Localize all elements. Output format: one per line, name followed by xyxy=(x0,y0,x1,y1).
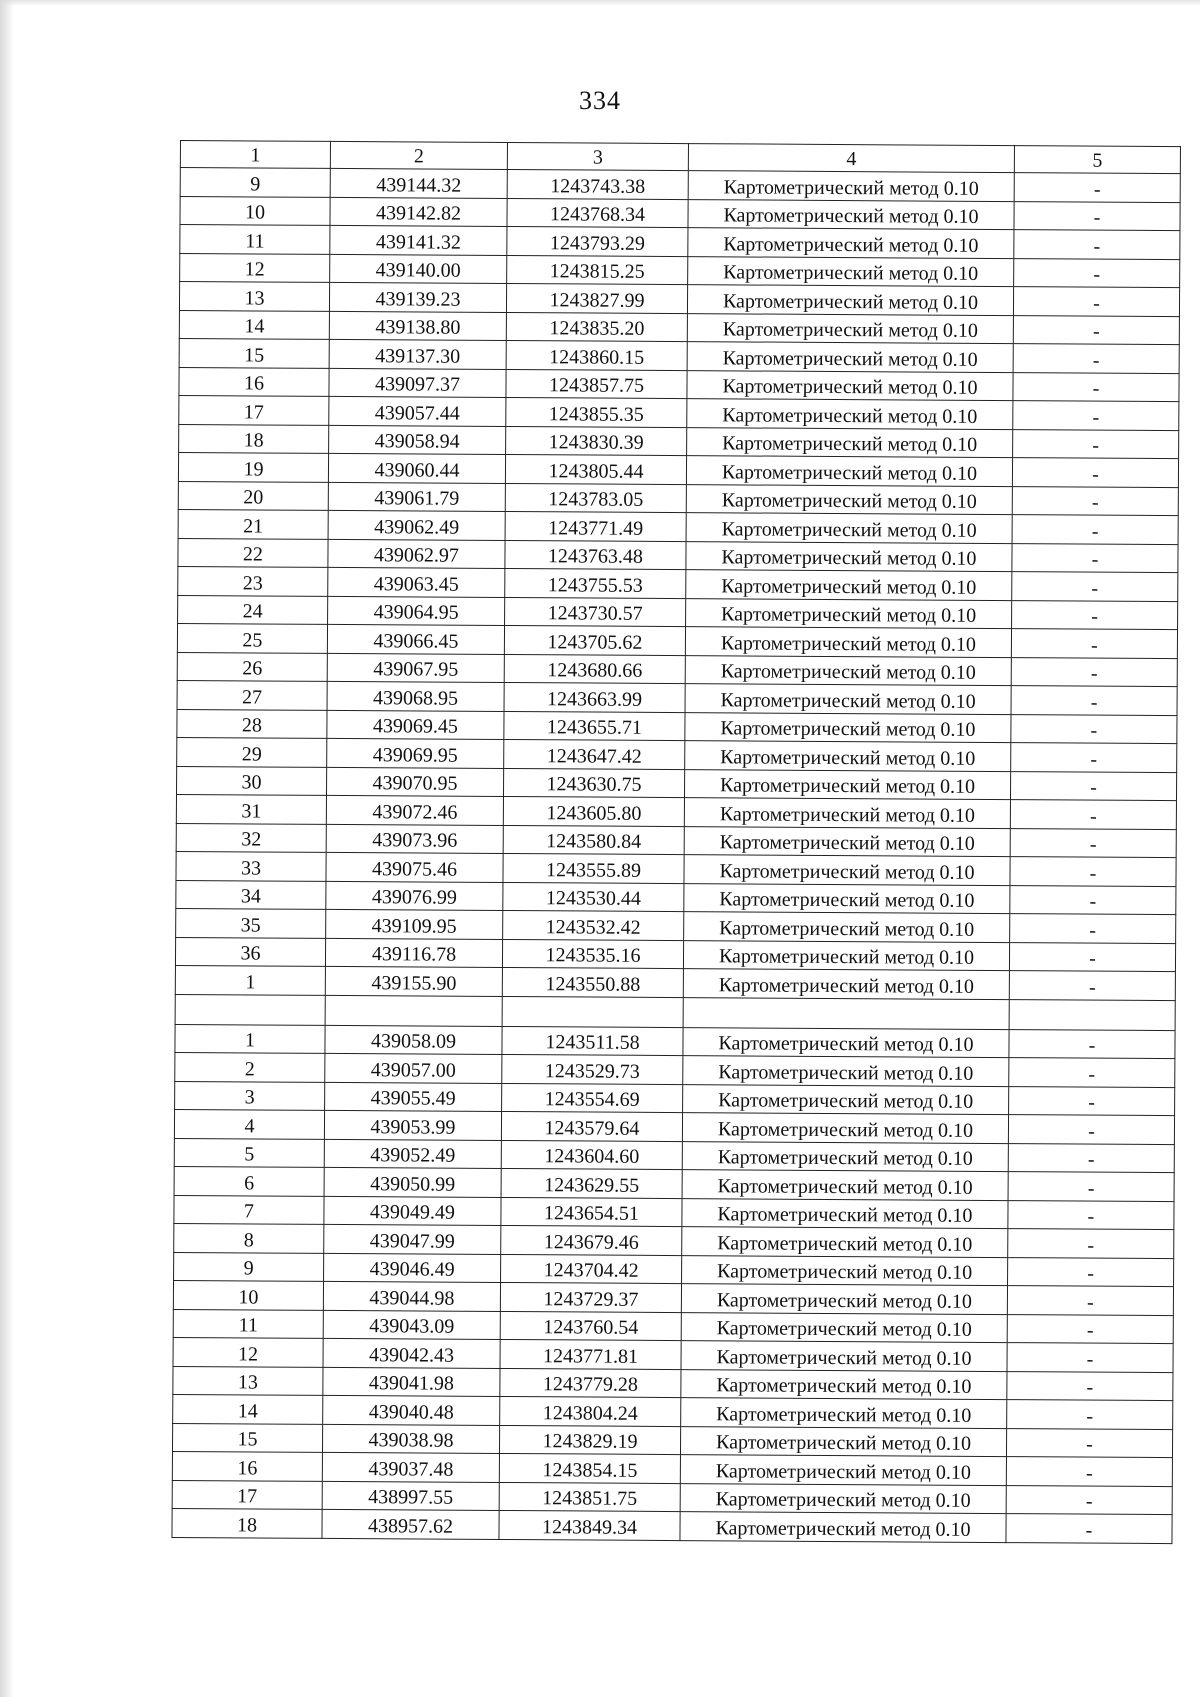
cell-note: - xyxy=(1011,714,1177,744)
cell-point-number: 13 xyxy=(173,1366,323,1395)
cell-point-number: 23 xyxy=(178,566,328,595)
cell-method: Картометрический метод 0.10 xyxy=(684,769,1010,799)
cell-note: - xyxy=(1007,1343,1173,1373)
cell-coord-y: 1243804.24 xyxy=(500,1396,681,1426)
cell-point-number: 7 xyxy=(174,1195,324,1224)
cell-method: Картометрический метод 0.10 xyxy=(688,256,1014,286)
cell-coord-y: 1243855.35 xyxy=(506,397,687,427)
cell-method: Картометрический метод 0.10 xyxy=(688,171,1014,201)
cell-method: Картометрический метод 0.10 xyxy=(685,741,1011,771)
cell-coord-x: 438997.55 xyxy=(322,1481,499,1511)
cell-coord-x: 439062.49 xyxy=(328,510,505,540)
cell-coord-y: 1243705.62 xyxy=(504,625,685,655)
cell-point-number: 10 xyxy=(173,1280,323,1309)
cell-coord-x: 439047.99 xyxy=(324,1224,501,1254)
cell-coord-y: 1243579.64 xyxy=(501,1111,682,1141)
cell-point-number: 12 xyxy=(180,253,330,282)
cell-point-number: 29 xyxy=(177,737,327,766)
cell-point-number: 17 xyxy=(179,395,329,424)
cell-point-number: 26 xyxy=(177,652,327,681)
cell-method: Картометрический метод 0.10 xyxy=(682,1113,1008,1143)
cell-point-number: 6 xyxy=(174,1166,324,1195)
cell-coord-y: 1243760.54 xyxy=(500,1311,681,1341)
cell-note: - xyxy=(1006,1485,1172,1515)
cell-coord-x: 439044.98 xyxy=(323,1281,500,1311)
header-col-2: 2 xyxy=(330,141,507,169)
cell-note: - xyxy=(1013,344,1179,374)
cell-method: Картометрический метод 0.10 xyxy=(685,712,1011,742)
cell-coord-y: 1243680.66 xyxy=(504,654,685,684)
cell-point-number: 28 xyxy=(177,709,327,738)
cell-coord-y: 1243771.49 xyxy=(505,511,686,541)
cell-note: - xyxy=(1010,800,1176,830)
cell-coord-x: 439042.43 xyxy=(323,1338,500,1368)
cell-coord-x: 438957.62 xyxy=(322,1509,499,1539)
cell-method: Картометрический метод 0.10 xyxy=(682,1227,1008,1257)
cell-point-number: 17 xyxy=(172,1480,322,1509)
cell-coord-y: 1243857.75 xyxy=(506,369,687,399)
cell-note: - xyxy=(1014,230,1180,260)
cell-method: Картометрический метод 0.10 xyxy=(684,883,1010,913)
cell-method: Картометрический метод 0.10 xyxy=(680,1426,1006,1456)
cell-coord-x: 439037.48 xyxy=(322,1452,499,1482)
cell-method: Картометрический метод 0.10 xyxy=(681,1341,1007,1371)
cell-coord-x: 439060.44 xyxy=(328,453,505,483)
cell-note: - xyxy=(1011,657,1177,687)
cell-coord-y: 1243830.39 xyxy=(506,426,687,456)
cell-method: Картометрический метод 0.10 xyxy=(683,940,1009,970)
scan-top-shadow xyxy=(0,0,1200,6)
page-number: 334 xyxy=(579,86,621,115)
header-col-1: 1 xyxy=(180,141,330,169)
empty-cell xyxy=(502,996,683,1027)
cell-note: - xyxy=(1008,1143,1174,1173)
cell-note: - xyxy=(1013,429,1179,459)
cell-method: Картометрический метод 0.10 xyxy=(686,484,1012,514)
cell-note: - xyxy=(1006,1428,1172,1458)
cell-method: Картометрический метод 0.10 xyxy=(686,513,1012,543)
cell-coord-y: 1243630.75 xyxy=(503,768,684,798)
cell-point-number: 16 xyxy=(179,367,329,396)
cell-point-number: 8 xyxy=(174,1223,324,1252)
cell-note: - xyxy=(1009,1058,1175,1088)
cell-point-number: 32 xyxy=(176,823,326,852)
cell-coord-x: 439072.46 xyxy=(326,795,503,825)
cell-coord-x: 439068.95 xyxy=(327,681,504,711)
cell-coord-y: 1243554.69 xyxy=(502,1083,683,1113)
cell-method: Картометрический метод 0.10 xyxy=(685,655,1011,685)
cell-method: Картометрический метод 0.10 xyxy=(687,427,1013,457)
cell-note: - xyxy=(1012,458,1178,488)
cell-coord-x: 439058.94 xyxy=(329,425,506,455)
cell-method: Картометрический метод 0.10 xyxy=(686,598,1012,628)
cell-coord-x: 439138.80 xyxy=(329,311,506,341)
cell-note: - xyxy=(1013,401,1179,431)
cell-coord-x: 439041.98 xyxy=(323,1367,500,1397)
cell-coord-x: 439141.32 xyxy=(330,225,507,255)
cell-method: Картометрический метод 0.10 xyxy=(682,1141,1008,1171)
cell-method: Картометрический метод 0.10 xyxy=(684,798,1010,828)
cell-point-number: 14 xyxy=(179,310,329,339)
cell-point-number: 24 xyxy=(178,595,328,624)
cell-method: Картометрический метод 0.10 xyxy=(684,826,1010,856)
cell-coord-x: 439053.99 xyxy=(324,1110,501,1140)
cell-point-number: 31 xyxy=(176,794,326,823)
cell-point-number: 10 xyxy=(180,196,330,225)
cell-coord-x: 439142.82 xyxy=(330,197,507,227)
cell-note: - xyxy=(1014,258,1180,288)
cell-note: - xyxy=(1010,914,1176,944)
scan-left-edge xyxy=(0,0,14,1697)
cell-coord-x: 439137.30 xyxy=(329,339,506,369)
cell-method: Картометрический метод 0.10 xyxy=(680,1512,1006,1542)
cell-method: Картометрический метод 0.10 xyxy=(687,342,1013,372)
cell-coord-y: 1243647.42 xyxy=(504,739,685,769)
cell-coord-y: 1243851.75 xyxy=(499,1482,680,1512)
cell-coord-x: 439040.48 xyxy=(323,1395,500,1425)
cell-note: - xyxy=(1010,857,1176,887)
cell-coord-x: 439116.78 xyxy=(325,938,502,968)
cell-point-number: 15 xyxy=(172,1423,322,1452)
empty-cell xyxy=(1009,999,1175,1030)
cell-method: Картометрический метод 0.10 xyxy=(686,541,1012,571)
cell-coord-x: 439139.23 xyxy=(329,282,506,312)
cell-method: Картометрический метод 0.10 xyxy=(683,1056,1009,1086)
cell-method: Картометрический метод 0.10 xyxy=(681,1369,1007,1399)
cell-method: Картометрический метод 0.10 xyxy=(685,627,1011,657)
cell-point-number: 16 xyxy=(172,1451,322,1480)
cell-coord-x: 439057.44 xyxy=(329,396,506,426)
cell-method: Картометрический метод 0.10 xyxy=(685,684,1011,714)
cell-coord-y: 1243654.51 xyxy=(501,1197,682,1227)
cell-coord-x: 439058.09 xyxy=(325,1025,502,1055)
cell-method: Картометрический метод 0.10 xyxy=(687,370,1013,400)
cell-point-number: 1 xyxy=(175,965,325,994)
cell-coord-y: 1243529.73 xyxy=(502,1054,683,1084)
cell-note: - xyxy=(1012,600,1178,630)
cell-note: - xyxy=(1012,572,1178,602)
cell-coord-y: 1243805.44 xyxy=(505,454,686,484)
cell-coord-y: 1243793.29 xyxy=(507,226,688,256)
cell-coord-y: 1243835.20 xyxy=(506,312,687,342)
cell-coord-y: 1243550.88 xyxy=(502,967,683,997)
cell-note: - xyxy=(1013,315,1179,345)
cell-coord-y: 1243815.25 xyxy=(507,255,688,285)
cell-point-number: 5 xyxy=(174,1138,324,1167)
cell-point-number: 34 xyxy=(176,880,326,909)
cell-point-number: 15 xyxy=(179,338,329,367)
cell-method: Картометрический метод 0.10 xyxy=(683,1027,1009,1057)
cell-note: - xyxy=(1011,743,1177,773)
cell-note: - xyxy=(1014,173,1180,203)
cell-coord-x: 439109.95 xyxy=(326,909,503,939)
cell-coord-x: 439144.32 xyxy=(330,168,507,198)
coordinates-table xyxy=(171,140,1181,1544)
cell-point-number: 36 xyxy=(175,937,325,966)
cell-coord-y: 1243849.34 xyxy=(499,1510,680,1540)
cell-coord-y: 1243511.58 xyxy=(502,1026,683,1056)
cell-note: - xyxy=(1007,1371,1173,1401)
empty-cell xyxy=(175,994,325,1025)
cell-point-number: 27 xyxy=(177,680,327,709)
empty-cell xyxy=(683,997,1009,1029)
cell-point-number: 9 xyxy=(174,1252,324,1281)
cell-coord-x: 439155.90 xyxy=(325,966,502,996)
cell-note: - xyxy=(1012,486,1178,516)
cell-coord-y: 1243530.44 xyxy=(503,882,684,912)
cell-note: - xyxy=(1012,543,1178,573)
cell-coord-y: 1243555.89 xyxy=(503,853,684,883)
cell-method: Картометрический метод 0.10 xyxy=(680,1455,1006,1485)
table-body xyxy=(172,141,1181,1544)
cell-method: Картометрический метод 0.10 xyxy=(684,912,1010,942)
cell-method: Картометрический метод 0.10 xyxy=(682,1170,1008,1200)
cell-note: - xyxy=(1012,515,1178,545)
cell-method: Картометрический метод 0.10 xyxy=(680,1483,1006,1513)
cell-coord-x: 439038.98 xyxy=(322,1424,499,1454)
cell-coord-y: 1243768.34 xyxy=(507,198,688,228)
header-col-3: 3 xyxy=(507,143,688,171)
table-row xyxy=(172,1508,1172,1543)
cell-coord-x: 439057.00 xyxy=(325,1053,502,1083)
cell-method: Картометрический метод 0.10 xyxy=(687,399,1013,429)
cell-method: Картометрический метод 0.10 xyxy=(687,313,1013,343)
cell-method: Картометрический метод 0.10 xyxy=(682,1255,1008,1285)
cell-point-number: 33 xyxy=(176,851,326,880)
cell-coord-y: 1243580.84 xyxy=(503,825,684,855)
cell-method: Картометрический метод 0.10 xyxy=(681,1398,1007,1428)
cell-point-number: 2 xyxy=(175,1052,325,1081)
cell-point-number: 14 xyxy=(173,1394,323,1423)
cell-note: - xyxy=(1014,201,1180,231)
cell-coord-y: 1243604.60 xyxy=(501,1140,682,1170)
cell-note: - xyxy=(1007,1314,1173,1344)
cell-point-number: 4 xyxy=(174,1109,324,1138)
cell-coord-x: 439046.49 xyxy=(324,1253,501,1283)
cell-note: - xyxy=(1008,1115,1174,1145)
cell-coord-y: 1243829.19 xyxy=(499,1425,680,1455)
cell-coord-x: 439061.79 xyxy=(328,482,505,512)
cell-note: - xyxy=(1011,629,1177,659)
cell-coord-y: 1243763.48 xyxy=(505,540,686,570)
cell-note: - xyxy=(1009,1086,1175,1116)
cell-note: - xyxy=(1006,1514,1172,1544)
cell-coord-x: 439070.95 xyxy=(326,767,503,797)
cell-coord-x: 439076.99 xyxy=(326,881,503,911)
cell-coord-x: 439140.00 xyxy=(330,254,507,284)
cell-point-number: 22 xyxy=(178,538,328,567)
cell-point-number: 9 xyxy=(180,168,330,197)
cell-point-number: 19 xyxy=(178,452,328,481)
cell-note: - xyxy=(1010,771,1176,801)
cell-coord-y: 1243729.37 xyxy=(500,1282,681,1312)
cell-coord-y: 1243743.38 xyxy=(507,170,688,200)
header-col-4: 4 xyxy=(688,144,1014,173)
cell-coord-x: 439069.45 xyxy=(327,710,504,740)
cell-coord-x: 439052.49 xyxy=(324,1139,501,1169)
cell-point-number: 18 xyxy=(172,1508,322,1537)
cell-method: Картометрический метод 0.10 xyxy=(683,1084,1009,1114)
cell-coord-y: 1243629.55 xyxy=(501,1168,682,1198)
cell-method: Картометрический метод 0.10 xyxy=(681,1312,1007,1342)
cell-coord-y: 1243679.46 xyxy=(501,1225,682,1255)
cell-point-number: 3 xyxy=(175,1081,325,1110)
cell-note: - xyxy=(1013,372,1179,402)
cell-note: - xyxy=(1007,1400,1173,1430)
cell-point-number: 18 xyxy=(179,424,329,453)
cell-point-number: 13 xyxy=(179,282,329,311)
empty-cell xyxy=(325,995,502,1026)
cell-note: - xyxy=(1009,1029,1175,1059)
cell-method: Картометрический метод 0.10 xyxy=(688,228,1014,258)
cell-note: - xyxy=(1011,686,1177,716)
cell-point-number: 20 xyxy=(178,481,328,510)
cell-coord-x: 439075.46 xyxy=(326,852,503,882)
cell-note: - xyxy=(1009,942,1175,972)
cell-coord-y: 1243779.28 xyxy=(500,1368,681,1398)
cell-coord-x: 439097.37 xyxy=(329,368,506,398)
cell-coord-x: 439064.95 xyxy=(328,596,505,626)
cell-coord-x: 439067.95 xyxy=(327,653,504,683)
cell-coord-x: 439066.45 xyxy=(327,624,504,654)
cell-coord-x: 439073.96 xyxy=(326,824,503,854)
cell-coord-x: 439055.49 xyxy=(325,1082,502,1112)
cell-method: Картометрический метод 0.10 xyxy=(686,456,1012,486)
cell-method: Картометрический метод 0.10 xyxy=(681,1284,1007,1314)
cell-method: Картометрический метод 0.10 xyxy=(682,1198,1008,1228)
cell-note: - xyxy=(1008,1229,1174,1259)
cell-coord-y: 1243755.53 xyxy=(505,568,686,598)
cell-note: - xyxy=(1009,971,1175,1001)
cell-coord-y: 1243783.05 xyxy=(505,483,686,513)
cell-coord-x: 439062.97 xyxy=(328,539,505,569)
cell-coord-x: 439063.45 xyxy=(328,567,505,597)
cell-coord-y: 1243827.99 xyxy=(506,283,687,313)
cell-coord-y: 1243730.57 xyxy=(505,597,686,627)
cell-point-number: 1 xyxy=(175,1024,325,1053)
cell-note: - xyxy=(1013,287,1179,317)
cell-coord-y: 1243655.71 xyxy=(504,711,685,741)
cell-coord-x: 439043.09 xyxy=(323,1310,500,1340)
cell-point-number: 12 xyxy=(173,1337,323,1366)
cell-method: Картометрический метод 0.10 xyxy=(683,969,1009,999)
cell-coord-y: 1243860.15 xyxy=(506,340,687,370)
cell-point-number: 21 xyxy=(178,509,328,538)
cell-note: - xyxy=(1006,1457,1172,1487)
cell-note: - xyxy=(1008,1172,1174,1202)
cell-coord-y: 1243535.16 xyxy=(502,939,683,969)
cell-note: - xyxy=(1008,1257,1174,1287)
cell-point-number: 11 xyxy=(173,1309,323,1338)
cell-coord-x: 439049.49 xyxy=(324,1196,501,1226)
cell-coord-y: 1243605.80 xyxy=(503,796,684,826)
cell-method: Картометрический метод 0.10 xyxy=(687,285,1013,315)
cell-point-number: 30 xyxy=(177,766,327,795)
cell-note: - xyxy=(1010,828,1176,858)
cell-point-number: 11 xyxy=(180,225,330,254)
cell-note: - xyxy=(1008,1200,1174,1230)
header-col-5: 5 xyxy=(1014,146,1180,174)
cell-point-number: 35 xyxy=(176,908,326,937)
cell-method: Картометрический метод 0.10 xyxy=(684,855,1010,885)
cell-method: Картометрический метод 0.10 xyxy=(688,199,1014,229)
cell-note: - xyxy=(1007,1286,1173,1316)
cell-coord-y: 1243854.15 xyxy=(499,1453,680,1483)
cell-coord-y: 1243771.81 xyxy=(500,1339,681,1369)
cell-method: Картометрический метод 0.10 xyxy=(686,570,1012,600)
cell-coord-x: 439069.95 xyxy=(327,738,504,768)
cell-coord-y: 1243663.99 xyxy=(504,682,685,712)
cell-note: - xyxy=(1010,885,1176,915)
cell-coord-y: 1243532.42 xyxy=(503,910,684,940)
cell-coord-x: 439050.99 xyxy=(324,1167,501,1197)
cell-point-number: 25 xyxy=(177,623,327,652)
cell-coord-y: 1243704.42 xyxy=(501,1254,682,1284)
